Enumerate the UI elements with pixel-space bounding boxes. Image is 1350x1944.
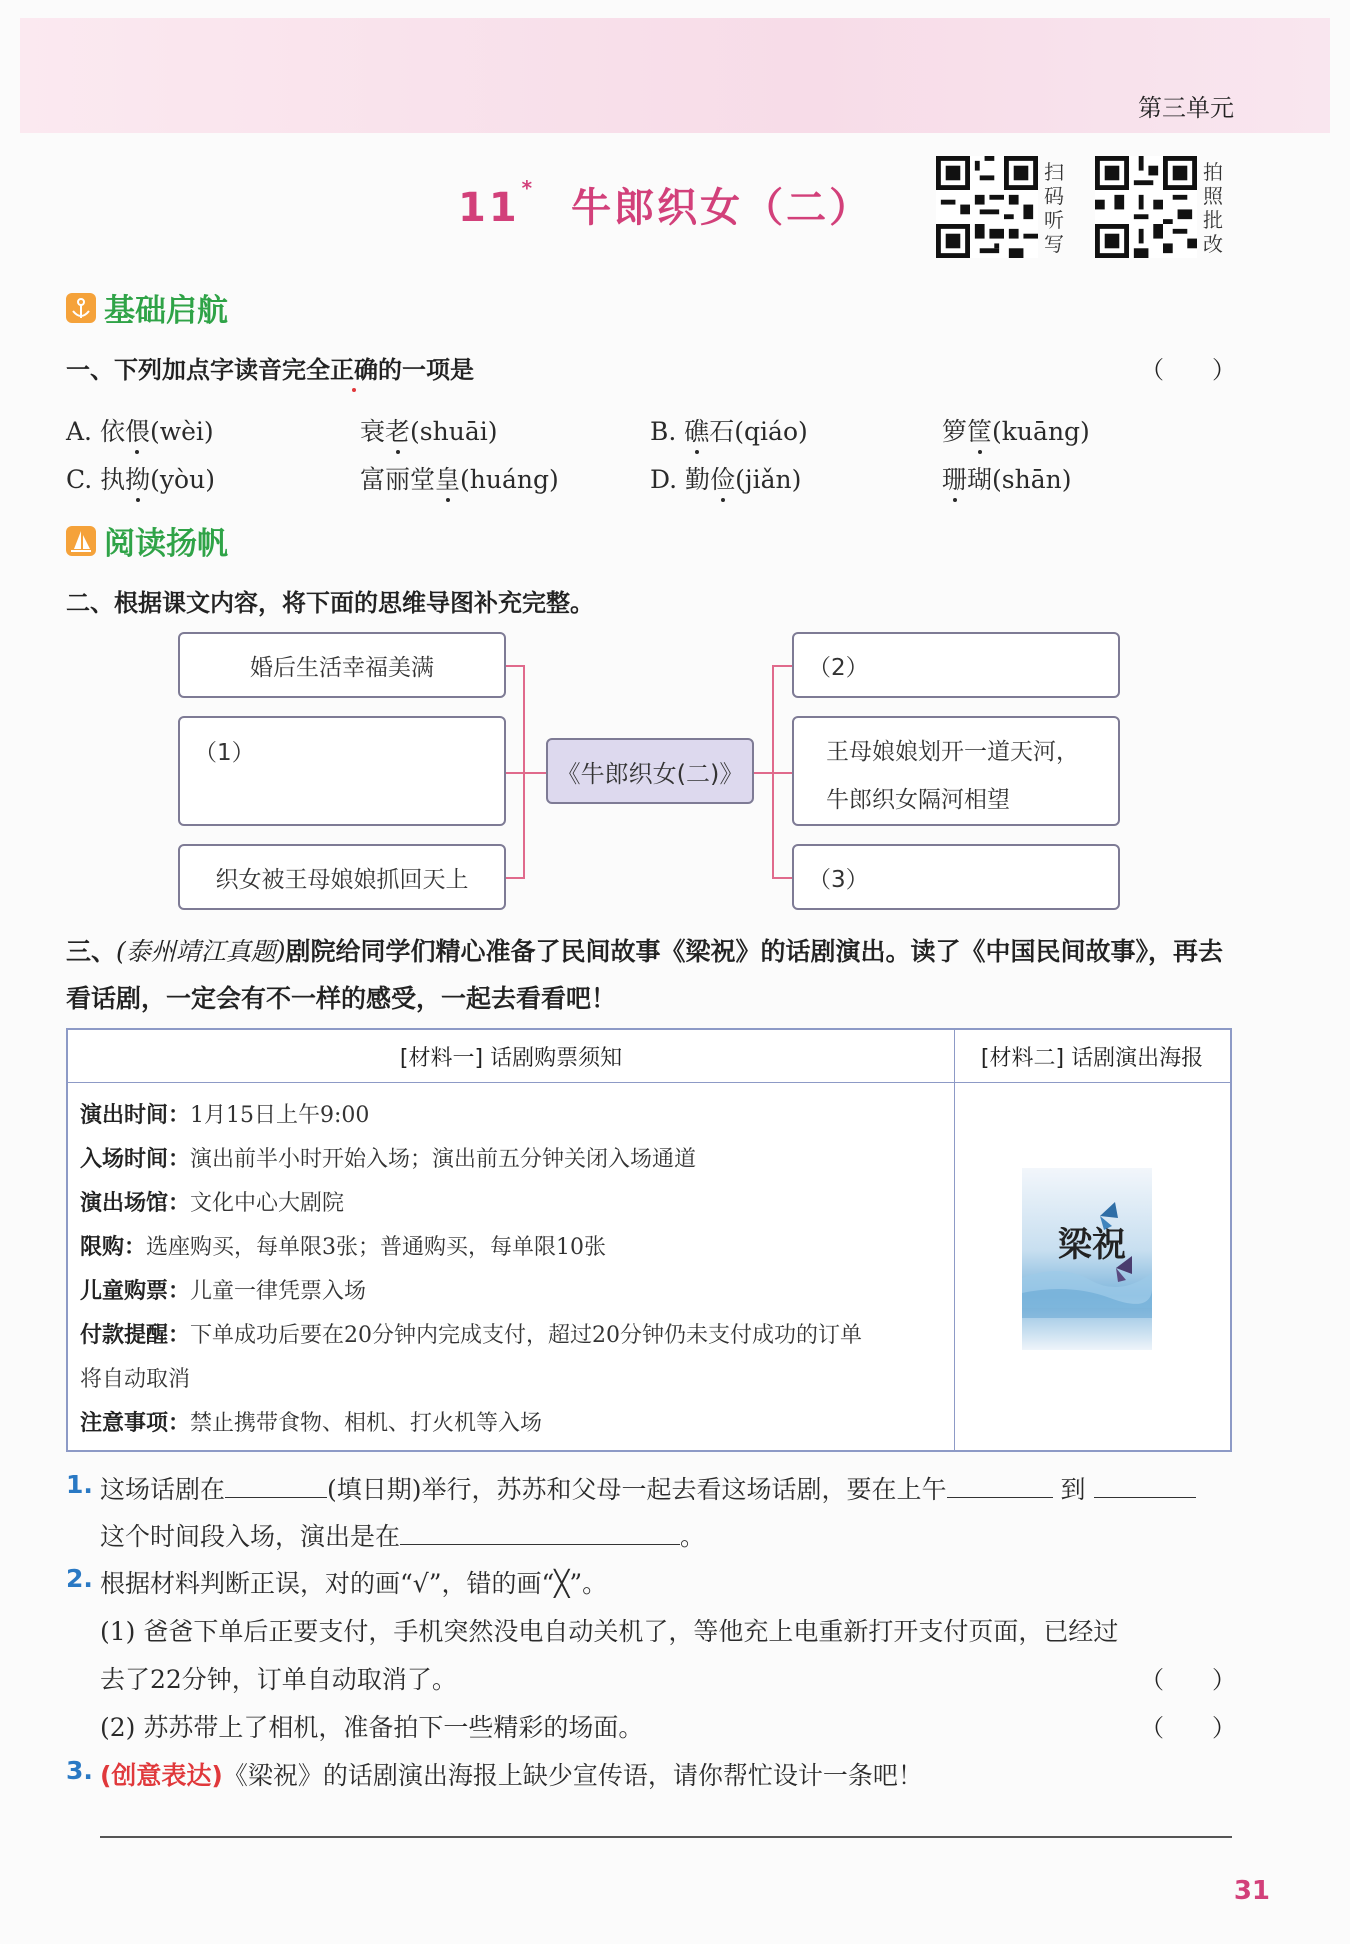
dotted-char: 拗 [125, 465, 151, 494]
creative-tag: (创意表达) [100, 1761, 223, 1790]
char: 执 [100, 465, 126, 494]
info-value: 选座购买，每单限3张；普通购买，每单限10张 [146, 1235, 607, 1260]
dotted-char: 珊 [942, 465, 968, 494]
char: 箩 [942, 417, 968, 446]
q-text: 。 [680, 1522, 706, 1551]
pinyin: (huáng) [460, 465, 559, 494]
map-right-box-blank[interactable]: （2） [792, 632, 1120, 698]
subquestion-3-prompt [100, 1756, 923, 1792]
info-value: 演出前半小时开始入场；演出前五分钟关闭入场通道 [190, 1147, 697, 1172]
ticket-info-line [80, 1274, 366, 1305]
info-value: 禁止携带食物、相机、打火机等入场 [190, 1411, 543, 1436]
material-1-header: [材料一] 话剧购票须知 [68, 1030, 955, 1083]
info-key: 儿童购票： [80, 1279, 191, 1304]
map-connector [772, 877, 792, 879]
question-source: (泰州靖江真题) [116, 937, 286, 966]
q-text: 这个时间段入场，演出是在 [100, 1522, 401, 1551]
option-d2[interactable] [942, 460, 1071, 496]
judge-item-1-line-2: 去了22分钟，订单自动取消了。 [100, 1665, 457, 1694]
qr-code-icon[interactable] [936, 156, 1038, 258]
ticket-info-line [80, 1362, 190, 1393]
dotted-char: 礁 [684, 417, 710, 446]
info-value: 将自动取消 [80, 1367, 191, 1392]
answer-line[interactable] [100, 1836, 1232, 1838]
prompt-text: 一、下列加点字读音完全 [66, 356, 330, 384]
drama-poster [1020, 1168, 1154, 1350]
char: 衰 [360, 417, 386, 446]
section-title: 基础启航 [104, 293, 228, 329]
info-key: 演出场馆： [80, 1191, 191, 1216]
answer-blank[interactable] [1094, 1475, 1196, 1498]
judge-item-1-line-1: (1) 爸爸下单后正要支付，手机突然没电自动关机了，等他充上电重新打开支付页面，已经过 [100, 1617, 1119, 1646]
q-text: 到 [1060, 1475, 1086, 1504]
option-b2[interactable] [942, 412, 1090, 448]
option-letter: D. [650, 465, 686, 494]
pinyin: (shān) [992, 465, 1072, 494]
option-a1[interactable] [66, 412, 214, 448]
subquestion-2-prompt: 根据材料判断正误，对的画“√”，错的画“╳”。 [100, 1569, 608, 1598]
q-text: 《梁祝》的话剧演出海报上缺少宣传语，请你帮忙设计一条吧！ [222, 1761, 923, 1790]
option-letter: B. [650, 417, 685, 446]
pinyin: (jiǎn) [735, 465, 802, 494]
map-connector [772, 665, 774, 879]
option-letter: C. [66, 465, 101, 494]
lesson-number: 11 [458, 185, 520, 231]
map-connector [506, 772, 546, 774]
answer-paren[interactable]: （ ） [1140, 356, 1236, 384]
prompt-text: 的一项是 [378, 356, 474, 384]
option-a2[interactable] [360, 412, 497, 448]
poster-title: 梁祝 [1058, 1225, 1126, 1265]
option-c1[interactable] [66, 460, 215, 496]
ticket-info-line [80, 1186, 344, 1217]
ticket-info-line [80, 1318, 862, 1349]
q-text: (填日期)举行，苏苏和父母一起去看这场话剧，要在上午 [327, 1475, 947, 1504]
ticket-info-line [80, 1098, 369, 1129]
map-text-line: 王母娘娘划开一道天河， [826, 739, 1079, 765]
dotted-char: 偎 [124, 417, 150, 446]
lesson-mark: * [521, 176, 536, 200]
option-b1[interactable] [650, 412, 808, 448]
subquestion-number: 2. [66, 1564, 93, 1593]
question-3-prompt [66, 928, 1236, 1022]
answer-blank[interactable] [947, 1475, 1053, 1498]
qr2-label: 拍照批改 [1203, 160, 1223, 256]
material-2-header: [材料二] 话剧演出海报 [954, 1030, 1230, 1083]
char: 石 [709, 417, 735, 446]
info-value: 下单成功后要在20分钟内完成支付，超过20分钟仍未支付成功的订单 [190, 1323, 863, 1348]
lesson-title [458, 176, 872, 233]
question-1-prompt [66, 350, 474, 385]
qr-code-icon[interactable] [1095, 156, 1197, 258]
subquestion-1-line-1 [100, 1470, 1196, 1506]
section-title: 阅读扬帆 [104, 526, 228, 562]
prompt-prefix: 三、 [66, 937, 117, 966]
option-letter: A. [66, 417, 100, 446]
map-right-box-blank[interactable]: （3） [792, 844, 1120, 910]
header-band [20, 18, 1330, 133]
map-connector [506, 877, 524, 879]
table-divider [954, 1082, 955, 1450]
map-text-line: 牛郎织女隔河相望 [826, 787, 1010, 813]
char: 富丽堂 [360, 465, 436, 494]
dotted-char: 老 [385, 417, 411, 446]
char: 依 [99, 417, 125, 446]
sail-icon [66, 526, 96, 556]
dotted-char: 皇 [435, 465, 461, 494]
q-text: 这场话剧在 [100, 1475, 226, 1504]
section-heading-reading [66, 518, 228, 563]
pinyin: (wèi) [149, 417, 214, 446]
char: 瑚 [967, 465, 993, 494]
qr1-label: 扫码听写 [1044, 160, 1064, 256]
page-number: 31 [1233, 1876, 1270, 1906]
pinyin: (shuāi) [410, 417, 498, 446]
map-connector [523, 665, 525, 879]
subquestion-number: 1. [66, 1470, 93, 1499]
option-d1[interactable] [650, 460, 801, 496]
ticket-info-line [80, 1406, 542, 1437]
prompt-text: 剧院给同学们精心准备了民间故事《梁祝》的话剧演出。读了《中国民间故事》，再去看话剧，一定会有不一样的感受，一起去看看吧！ [66, 937, 1224, 1013]
ticket-info-line [80, 1142, 696, 1173]
pinyin: (qiáo) [734, 417, 808, 446]
dotted-words: 正确 [330, 356, 378, 384]
dotted-char: 筐 [967, 417, 993, 446]
question-2-prompt: 二、根据课文内容，将下面的思维导图补充完整。 [66, 589, 594, 617]
judge-item-2: (2) 苏苏带上了相机，准备拍下一些精彩的场面。 [100, 1713, 644, 1742]
pinyin: (kuāng) [992, 417, 1090, 446]
pinyin: (yòu) [150, 465, 215, 494]
map-right-box-2 [792, 716, 1120, 826]
dotted-char: 俭 [710, 465, 736, 494]
map-connector [772, 665, 792, 667]
map-connector [506, 665, 524, 667]
map-left-box-blank[interactable]: （1） [178, 716, 506, 826]
subquestion-number: 3. [66, 1756, 93, 1785]
info-value: 1月15日上午9:00 [190, 1103, 370, 1128]
char: 勤 [685, 465, 711, 494]
info-key: 演出时间： [80, 1103, 191, 1128]
option-c2[interactable] [360, 460, 559, 496]
ticket-info-line [80, 1230, 606, 1261]
unit-label: 第三单元 [1138, 94, 1234, 122]
map-left-box-1: 婚后生活幸福美满 [178, 632, 506, 698]
answer-blank[interactable] [400, 1522, 680, 1545]
info-key: 注意事项： [80, 1411, 191, 1436]
section-heading-basics [66, 285, 228, 330]
anchor-icon [66, 293, 96, 323]
answer-paren[interactable]: （ ） [1140, 1666, 1236, 1694]
map-left-box-3: 织女被王母娘娘抓回天上 [178, 844, 506, 910]
answer-paren[interactable]: （ ） [1140, 1714, 1236, 1742]
info-value: 儿童一律凭票入场 [190, 1279, 367, 1304]
subquestion-1-line-2 [100, 1517, 705, 1553]
info-key: 入场时间： [80, 1147, 191, 1172]
info-key: 付款提醒： [80, 1323, 191, 1348]
lesson-name: 牛郎织女（二） [571, 185, 873, 231]
map-center-node: 《牛郎织女(二)》 [546, 738, 754, 804]
info-key: 限购： [80, 1235, 147, 1260]
info-value: 文化中心大剧院 [190, 1191, 345, 1216]
answer-blank[interactable] [225, 1475, 327, 1498]
